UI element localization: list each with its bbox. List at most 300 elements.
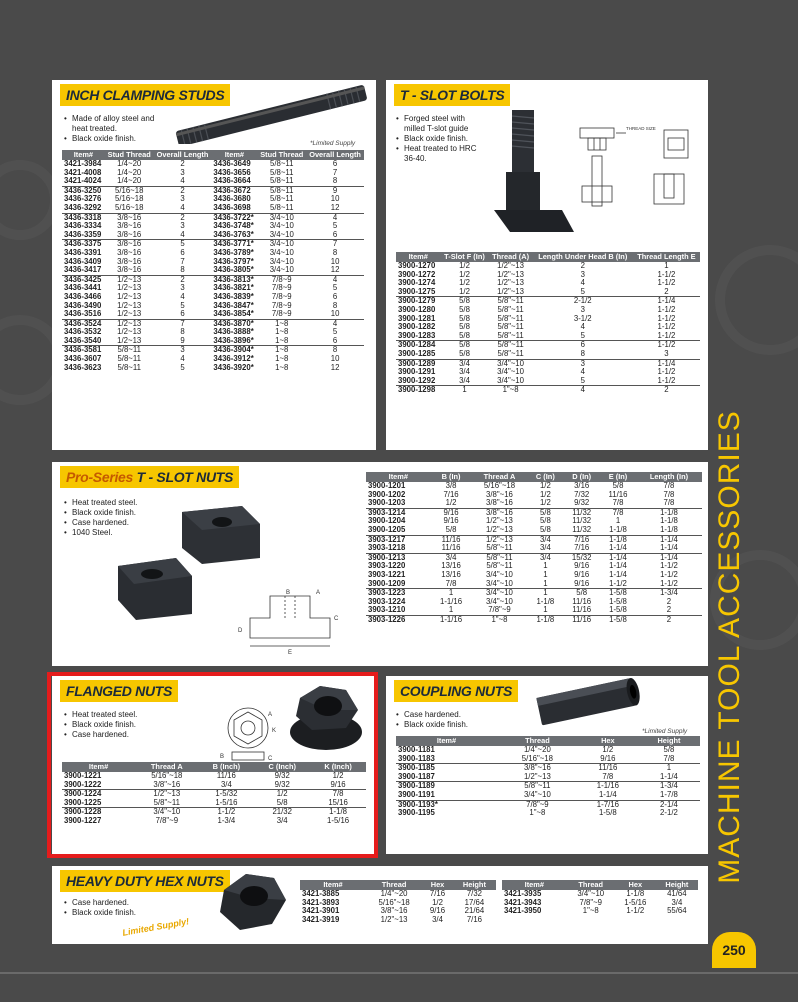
item-number-cell: 3900-1298 — [396, 386, 440, 395]
table-cell: 10 — [330, 309, 340, 319]
table-cell: 3/4"~10 — [577, 889, 605, 898]
item-number-cell: 3436-3680 — [213, 194, 251, 204]
item-number-cell: 3436-3870* — [211, 319, 257, 328]
table-cell: 3/8"~16 — [497, 764, 578, 773]
bullet: • Black oxide finish. — [62, 134, 172, 144]
table-cell: 4 — [306, 213, 364, 222]
table-row — [396, 377, 700, 386]
column-header: Thread Length E — [633, 252, 700, 262]
item-number-cell: 3436-3466 — [64, 291, 102, 301]
table-cell: 7/8 — [663, 498, 675, 508]
table-cell: 1-1/8 — [636, 508, 702, 517]
table-cell: 5/8"~11 — [497, 313, 524, 323]
table-cell: 11/16 — [563, 615, 600, 624]
table-cell: 1-1/4 — [633, 297, 700, 306]
table-row — [366, 544, 702, 553]
table-row — [366, 562, 702, 571]
item-number-cell: 3436-3888* — [213, 327, 254, 337]
tslot-bolt-diagram — [572, 120, 702, 220]
table-cell: 1/2~13 — [117, 335, 142, 345]
table-cell: 6 — [180, 309, 185, 319]
table-cell: 3/4"~10 — [497, 375, 524, 385]
table-cell: 1-1/8 — [626, 889, 645, 898]
table-cell: 1 — [664, 261, 669, 270]
table-cell: 1-1/2 — [657, 330, 676, 340]
table-cell: 3/4~10 — [269, 265, 294, 275]
table-cell: 1"~8 — [489, 386, 533, 395]
table-row — [366, 606, 702, 615]
item-number-cell: 3436-3425 — [62, 275, 105, 284]
item-number-cell: 3421-3885 — [302, 889, 340, 898]
item-number-cell: 3900-1183 — [398, 753, 435, 763]
table-cell: 4 — [306, 319, 364, 328]
table-cell: 3/4"~10 — [471, 589, 527, 598]
table-row — [396, 288, 700, 297]
table-cell: 7/8 — [612, 498, 624, 508]
column-header: Thread — [497, 736, 578, 746]
table-row — [396, 262, 700, 271]
item-number-cell: 3436-3524 — [62, 319, 105, 328]
column-header: B (Inch) — [198, 762, 254, 772]
table-cell: 3/8"~16 — [380, 906, 408, 916]
bullet: • Heat treated steel. — [62, 710, 182, 720]
table-cell: 7/8 — [663, 481, 675, 490]
table-cell: 9/16 — [574, 561, 590, 571]
item-number-cell: 3900-1289 — [396, 359, 440, 368]
table-cell: 1/2 — [539, 498, 551, 508]
column-header: Hex — [578, 736, 638, 746]
table-cell: 7/16 — [574, 543, 590, 553]
table-row — [366, 598, 702, 607]
table-cell: 5/16"~18 — [483, 481, 516, 490]
table-cell: 3/8~16 — [105, 240, 154, 249]
item-number-cell: 3421-3935 — [504, 889, 542, 898]
table-cell: 9 — [306, 186, 364, 195]
column-header: Stud Thread — [105, 150, 154, 160]
table-cell: 8 — [332, 300, 338, 310]
column-header: Item# — [211, 150, 257, 160]
item-number-cell: 3436-3441 — [64, 283, 102, 293]
table-cell: 7 — [154, 319, 212, 328]
side-title: MACHINE TOOL ACCESSORIES — [712, 410, 746, 884]
table-cell: 7/8~9 — [257, 275, 306, 284]
table-cell: 5 — [154, 240, 212, 249]
table-cell: 1 — [615, 516, 621, 526]
table-cell: 1-1/4 — [660, 771, 678, 781]
table-cell: 2 — [154, 275, 212, 284]
table-cell: 11/16 — [578, 764, 638, 773]
table-cell: 1 — [543, 561, 548, 571]
table-cell: 2 — [666, 596, 672, 606]
table-row — [366, 508, 702, 517]
item-number-cell: 3900-1213 — [366, 553, 431, 562]
item-number-cell: 3421-3919 — [302, 914, 340, 924]
item-number-cell: 3900-1187 — [398, 771, 435, 781]
column-header: T-Slot F (In) — [440, 252, 488, 262]
table-cell: 1/2 — [602, 745, 614, 754]
table-cell: 3/4~10 — [269, 256, 294, 266]
item-number-cell: 3436-3789* — [213, 247, 254, 257]
bullet: • Heat treated to HRC 36-40. — [394, 144, 486, 164]
table-cell: 3/8"~16 — [471, 508, 527, 517]
table-row — [396, 350, 700, 359]
item-number-cell: 3436-3698 — [213, 202, 251, 212]
table-cell: 7/16 — [563, 535, 600, 544]
table-cell: 7/32 — [466, 889, 483, 898]
item-number-cell: 3436-3664 — [213, 176, 251, 186]
table-cell: 7/8 — [602, 771, 614, 781]
table-cell: 5/8 — [445, 524, 457, 534]
table-cell: 3/4 — [527, 535, 563, 544]
table-cell: 5/8 — [527, 508, 563, 517]
table-row — [396, 332, 700, 341]
item-number-cell: 3436-3748* — [213, 221, 254, 231]
table-cell: 1-7/16 — [578, 800, 638, 809]
table-cell: 8 — [580, 348, 585, 358]
bullet: • Forged steel with milled T-slot guide — [394, 114, 486, 134]
item-number-cell: 3436-3276 — [64, 194, 102, 204]
item-number-cell: 3436-3318 — [62, 213, 105, 222]
table-cell: 5/8 — [440, 341, 488, 350]
item-number-cell: 3436-3813* — [211, 275, 257, 284]
table-cell: 5/8"~11 — [489, 297, 533, 306]
item-number-cell: 3436-3805* — [213, 265, 254, 275]
table-cell: 5/16"~18 — [151, 771, 183, 780]
item-number-cell: 3436-3763* — [213, 229, 254, 239]
table-cell: 1/2"~13 — [380, 914, 408, 924]
item-number-cell: 3900-1225 — [64, 797, 102, 807]
table-cell: 9/16 — [443, 516, 459, 526]
table-cell: 4 — [180, 176, 185, 186]
item-number-cell: 3900-1275 — [398, 286, 436, 296]
table-cell: 3/4~10 — [269, 229, 294, 239]
column-header: Stud Thread — [257, 150, 306, 160]
table-cell: 1-1/2 — [660, 569, 678, 579]
column-header: Item# — [502, 880, 567, 890]
item-number-cell: 3900-1222 — [64, 779, 102, 789]
table-cell: 5/8"~11 — [497, 330, 524, 340]
bullet: • Black oxide finish. — [62, 720, 182, 730]
table-row — [366, 580, 702, 589]
table-cell: 3 — [180, 167, 185, 177]
item-number-cell: 3436-3912* — [213, 354, 254, 364]
dim-label-e: E — [288, 650, 293, 656]
table-row — [62, 177, 364, 186]
table-row — [396, 315, 700, 324]
table-cell: 3/4 — [431, 553, 472, 562]
limited-supply-badge: Limited Supply! — [121, 916, 190, 938]
item-number-cell: 3903-1214 — [366, 508, 431, 517]
item-number-cell: 3900-1285 — [398, 348, 436, 358]
table-row — [62, 204, 364, 213]
table-row — [396, 279, 700, 288]
item-number-cell: 3436-3292 — [64, 202, 102, 212]
table-row — [396, 791, 700, 800]
table-cell: 5/8 — [276, 797, 288, 807]
table-header-row — [366, 472, 702, 482]
table-cell: 7 — [180, 256, 185, 266]
table-cell: 8 — [180, 265, 185, 275]
table-cell: 1"~8 — [529, 808, 546, 818]
table-cell: 5/16"~18 — [521, 753, 553, 763]
table-cell: 9 — [180, 335, 185, 345]
table-cell: 1 — [638, 764, 700, 773]
table-cell: 1-1/4 — [609, 561, 627, 571]
table-row — [502, 907, 698, 916]
table-cell: 1-5/8 — [609, 596, 627, 606]
table-cell: 7 — [306, 240, 364, 249]
table-header-row — [396, 252, 700, 262]
tslot-nuts-table — [366, 472, 702, 625]
table-cell: 12 — [330, 265, 340, 275]
table-cell: 5/8 — [459, 348, 470, 358]
table-cell: 1-1/4 — [636, 535, 702, 544]
table-cell: 7/8~9 — [271, 291, 292, 301]
table-cell: 5/8~11 — [117, 362, 141, 372]
table-cell: 41/64 — [667, 889, 687, 898]
table-cell: 4 — [580, 322, 585, 332]
stud-image — [170, 84, 370, 144]
limited-supply-note: *Limited Supply — [642, 728, 688, 735]
table-cell: 7/8~9 — [271, 300, 292, 310]
table-cell: 5 — [332, 327, 338, 337]
column-header: Thread (A) — [489, 252, 533, 262]
table-cell: 2 — [180, 159, 185, 168]
table-cell: 5/8 — [663, 745, 675, 754]
tslot-bolts-panel — [386, 80, 708, 450]
table-cell: 1/2"~13 — [471, 535, 527, 544]
table-cell: 1-3/4 — [638, 782, 700, 791]
item-number-cell: 3436-3607 — [64, 354, 102, 364]
table-cell: 4 — [180, 291, 185, 301]
table-cell: 1-1/8 — [527, 615, 563, 624]
column-header: K (Inch) — [310, 762, 366, 772]
table-cell: 21/32 — [254, 808, 310, 817]
item-number-cell: 3900-1291 — [398, 367, 436, 377]
item-number-cell: 3903-1218 — [368, 543, 406, 553]
item-number-cell: 3436-3375 — [62, 240, 105, 249]
table-cell: 7/16 — [443, 489, 459, 499]
item-number-cell: 3900-1274 — [398, 278, 436, 288]
table-cell: 5/8 — [539, 516, 551, 526]
table-cell: 4 — [533, 386, 633, 395]
table-cell: 1/2 — [459, 286, 470, 296]
table-cell: 5/8"~11 — [153, 797, 180, 807]
item-number-cell: 3900-1204 — [368, 516, 406, 526]
table-cell: 1-5/16 — [624, 897, 647, 907]
table-cell: 8 — [180, 327, 185, 337]
table-cell: 1-1/8 — [600, 535, 636, 544]
table-cell: 1/2 — [459, 269, 470, 279]
table-cell: 11/16 — [441, 543, 461, 553]
table-cell: 5/8~11 — [270, 202, 294, 212]
table-row — [366, 517, 702, 526]
table-cell: 5/16~18 — [105, 186, 154, 195]
table-cell: 9/16 — [600, 753, 616, 763]
bullet: • Black oxide finish. — [394, 720, 514, 730]
table-cell: 8 — [332, 247, 338, 257]
table-cell: 3/8~16 — [117, 256, 142, 266]
table-cell: 9/32 — [574, 498, 590, 508]
table-cell: 1/2 — [432, 897, 443, 907]
table-cell: 5/16"~18 — [378, 897, 410, 907]
item-number-cell: 3436-3722* — [211, 213, 257, 222]
table-row — [62, 364, 364, 373]
table-cell: 3/4 — [220, 779, 232, 789]
table-cell: 3/4"~10 — [523, 789, 551, 799]
table-cell: 5 — [332, 283, 338, 293]
table-cell: 6 — [332, 291, 338, 301]
table-row — [396, 368, 700, 377]
item-number-cell: 3436-3417 — [64, 265, 102, 275]
table-cell: 1/4~20 — [117, 176, 142, 186]
table-cell: 2 — [636, 615, 702, 624]
table-cell: 3/4~10 — [269, 247, 294, 257]
table-row — [396, 306, 700, 315]
table-cell: 3/8 — [445, 481, 457, 490]
table-cell: 1-1/4 — [600, 553, 636, 562]
table-cell: 4 — [306, 275, 364, 284]
table-cell: 5/8 — [459, 330, 470, 340]
item-number-cell: 3436-3797* — [213, 256, 254, 266]
table-cell: 7/8 — [310, 790, 366, 799]
tslot-bolts-title: T - SLOT BOLTS — [394, 84, 510, 106]
table-cell: 2 — [666, 605, 672, 615]
table-row — [366, 571, 702, 580]
table-cell: 5/16~18 — [115, 194, 144, 204]
table-cell: 11/16 — [608, 489, 628, 499]
table-cell: 3 — [664, 348, 669, 358]
table-cell: 1-1/4 — [660, 543, 678, 553]
heavy-hex-nuts-bullets — [62, 898, 182, 918]
item-number-cell: 3436-3540 — [64, 335, 102, 345]
table-cell: 1-1/2 — [626, 906, 645, 916]
dim-label-d: D — [238, 628, 243, 634]
dim-label-a: A — [268, 712, 273, 718]
table-cell: 1/4"~20 — [380, 889, 408, 898]
table-row — [396, 341, 700, 350]
item-number-cell: 3900-1284 — [396, 341, 440, 350]
item-number-cell: 3900-1181 — [398, 745, 435, 754]
item-number-cell: 3900-1202 — [368, 489, 406, 499]
table-cell: 2 — [633, 386, 700, 395]
table-cell: 7/8"~9 — [155, 815, 179, 825]
table-cell: 1"~8 — [471, 615, 527, 624]
dim-label-b: B — [220, 754, 225, 760]
bullet: • 1040 Steel. — [62, 528, 182, 538]
item-number-cell: 3421-3901 — [302, 906, 340, 916]
table-cell: 2 — [154, 186, 212, 195]
table-row — [396, 271, 700, 280]
table-cell: 11/16 — [572, 605, 592, 615]
table-cell: 2-1/2 — [660, 808, 678, 818]
table-cell: 1/2 — [332, 771, 344, 780]
column-header: C (Inch) — [254, 762, 310, 772]
table-cell: 1~8 — [275, 335, 289, 345]
column-header: Length Under Head B (In) — [533, 252, 633, 262]
table-cell: 3/4"~10 — [135, 808, 198, 817]
table-cell: 11/32 — [572, 516, 592, 526]
column-header: Hex — [422, 880, 453, 890]
table-cell: 5 — [580, 375, 585, 385]
bullet: • Heat treated steel. — [62, 498, 182, 508]
table-cell: 1/2 — [445, 498, 457, 508]
table-cell: 3/4"~10 — [489, 359, 533, 368]
table-cell: 1-5/8 — [598, 808, 617, 818]
table-cell: 1/2~13 — [117, 300, 142, 310]
coupling-nuts-table — [396, 736, 700, 818]
bullet: • Black oxide finish. — [62, 508, 182, 518]
table-cell: 3 — [180, 194, 185, 204]
table-cell: 3/8~16 — [117, 221, 142, 231]
item-number-cell: 3436-3623 — [64, 362, 102, 372]
heavy-hex-table-1 — [300, 880, 496, 924]
table-cell: 5/8"~11 — [489, 341, 533, 350]
table-row — [366, 535, 702, 544]
table-row — [366, 526, 702, 535]
table-cell: 3 — [580, 269, 585, 279]
table-cell: 1-1/8 — [310, 808, 366, 817]
column-header: Item# — [396, 252, 440, 262]
table-cell: 5/8~11 — [105, 346, 154, 355]
column-header: Height — [638, 736, 700, 746]
item-number-cell: 3900-1292 — [398, 375, 436, 385]
table-cell: 5/8~11 — [270, 176, 294, 186]
table-cell: 5/8 — [612, 481, 624, 490]
table-cell: 1/2 — [459, 278, 470, 288]
table-cell: 1/4"~20 — [523, 745, 551, 754]
table-cell: 1/2 — [539, 481, 551, 490]
table-cell: 3/8~16 — [117, 247, 142, 257]
table-cell: 1-1/2 — [660, 578, 678, 588]
item-number-cell: 3900-1282 — [398, 322, 436, 332]
flanged-nuts-title: FLANGED NUTS — [60, 680, 178, 702]
item-number-cell: 3903-1221 — [368, 569, 406, 579]
tslot-bolts-table — [396, 252, 700, 395]
tslot-nut-diagram — [230, 588, 340, 658]
item-number-cell: 3903-1226 — [366, 615, 431, 624]
dim-label-c: C — [334, 616, 339, 622]
heavy-hex-nuts-panel — [52, 866, 708, 944]
table-cell: 5/8 — [459, 322, 470, 332]
coupling-nuts-bullets — [394, 710, 514, 730]
bullet: • Made of alloy steel and heat treated. — [62, 114, 172, 134]
table-cell: 17/64 — [464, 897, 485, 907]
limited-supply-note: *Limited Supply — [310, 140, 356, 147]
table-cell: 1-1/4 — [598, 789, 617, 799]
table-cell: 1-1/2 — [657, 322, 676, 332]
table-row — [366, 615, 702, 624]
table-cell: 1/2"~13 — [486, 524, 513, 534]
item-number-cell: 3900-1280 — [398, 304, 436, 314]
item-number-cell: 3900-1221 — [64, 771, 102, 780]
table-cell: 5 — [580, 286, 585, 296]
table-cell: 5/8~11 — [270, 194, 294, 204]
table-cell: 1-5/16 — [327, 815, 350, 825]
clamping-studs-panel — [52, 80, 376, 450]
item-number-cell: 3900-1224 — [62, 790, 135, 799]
table-cell: 3/8"~16 — [153, 779, 181, 789]
tslot-nuts-title — [60, 466, 239, 488]
item-number-cell: 3436-3391 — [64, 247, 102, 257]
item-number-cell: 3900-1189 — [396, 782, 497, 791]
table-cell: 3/4~10 — [257, 213, 306, 222]
table-cell: 5 — [180, 362, 185, 372]
table-cell: 55/64 — [667, 906, 687, 916]
table-row — [396, 323, 700, 332]
table-cell: 9/16 — [431, 508, 472, 517]
clamping-studs-title: INCH CLAMPING STUDS — [60, 84, 230, 106]
